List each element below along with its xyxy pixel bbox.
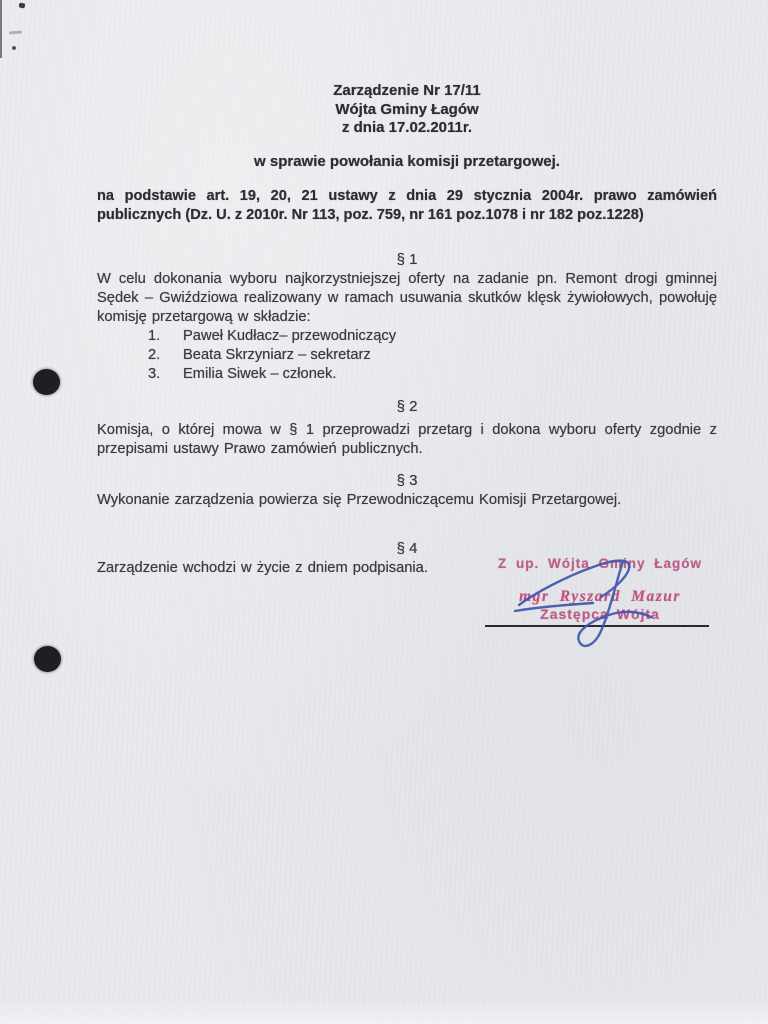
list-item bbox=[148, 327, 568, 346]
list-item-text: Paweł Kudłacz– przewodniczący bbox=[183, 328, 397, 344]
stamp-signer-name: mgr Ryszard Mazur bbox=[519, 588, 681, 605]
title-line-number: Zarządzenie Nr 17/11 bbox=[333, 82, 481, 99]
list-item-number: 1. bbox=[148, 328, 161, 344]
section-4-body: Zarządzenie wchodzi w życie z dniem podpisania. bbox=[97, 560, 428, 576]
section-4-header: § 4 bbox=[396, 540, 418, 557]
hole-punch-mark bbox=[33, 369, 60, 395]
section-3-body: Wykonanie zarządzenia powierza się Przewodniczącemu Komisji Przetargowej. bbox=[97, 492, 622, 508]
section-2-header: § 2 bbox=[396, 398, 418, 415]
section-1-header: § 1 bbox=[396, 251, 418, 268]
section-2-body: Komisja, o której mowa w § 1 przeprowadzi przetarg i dokona wyboru oferty zgodnie z przepisami ustawy Prawo zamówień publicznych. bbox=[97, 422, 717, 457]
title-line-date: z dnia 17.02.2011r. bbox=[341, 119, 473, 136]
scan-edge-shadow bbox=[0, 0, 2, 58]
scan-speck bbox=[19, 2, 26, 8]
scan-speck bbox=[9, 31, 22, 35]
document-title bbox=[97, 82, 717, 138]
scan-speck bbox=[12, 46, 16, 50]
hole-punch-mark bbox=[34, 646, 61, 672]
title-line-authority: Wójta Gminy Łagów bbox=[335, 100, 479, 118]
stamp-on-behalf-line: Z up. Wójta Gminy Łagów bbox=[498, 556, 702, 571]
section-3-header: § 3 bbox=[396, 472, 418, 489]
stamp-signer-title: Zastępca Wójta bbox=[540, 606, 660, 622]
committee-member-list bbox=[148, 327, 568, 383]
legal-basis-paragraph: na podstawie art. 19, 20, 21 ustawy z dnia 29 stycznia 2004r. prawo zamówień publicznych (Dz. U. z 2010r. Nr 113, poz. 759, nr 161 poz.1078 i nr 182 poz.1228) bbox=[97, 188, 717, 223]
list-item-text: Beata Skrzyniarz – sekretarz bbox=[183, 346, 371, 363]
section-1-body: W celu dokonania wyboru najkorzystniejszej oferty na zadanie pn. Remont drogi gminnej Sędek – Gwiździowa realizowany w ramach usuwania skutków klęsk żywiołowych, powołuję komisję przetargową w składzie: bbox=[97, 271, 717, 325]
handwritten-signature-ink bbox=[505, 553, 677, 653]
list-item-number: 2. bbox=[148, 346, 161, 363]
list-item-text: Emilia Siwek – członek. bbox=[183, 365, 337, 382]
list-item bbox=[148, 365, 568, 384]
document-subject: w sprawie powołania komisji przetargowej. bbox=[254, 153, 560, 170]
list-item bbox=[148, 346, 568, 365]
list-item-number: 3. bbox=[148, 365, 161, 382]
